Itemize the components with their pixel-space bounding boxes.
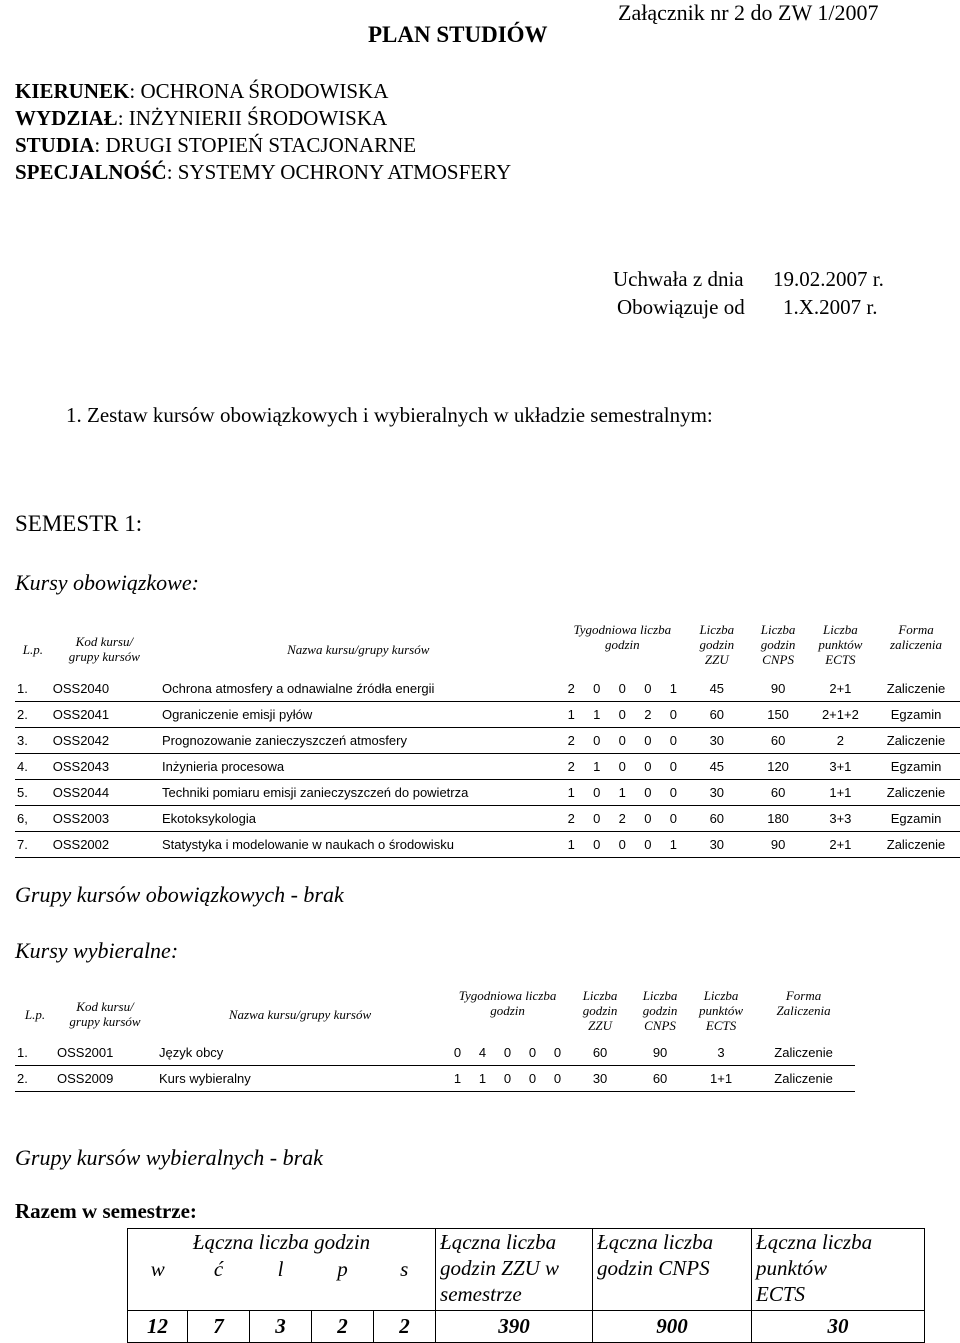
total-w: 12 [128,1311,188,1343]
course-cnps: 60 [747,780,808,806]
hours-p: 0 [635,806,661,832]
hours-w: 1 [558,702,584,728]
hours-l: 0 [610,728,636,754]
hours-c: 0 [584,676,610,702]
mandatory-heading: Kursy obowiązkowe: [15,570,199,595]
hours-p: 0 [635,780,661,806]
table-header-row [15,988,855,1040]
adopted-label: Uchwała z dnia [613,267,744,291]
total-c: 7 [188,1311,250,1343]
col-form: Forma zaliczenia [890,622,943,652]
col-lp: L.p. [24,1006,46,1022]
semester-summary-table [127,1228,925,1343]
col-name: Nazwa kursu/grupy kursów [228,1006,372,1022]
course-code: OSS2040 [51,676,158,702]
course-zzu: 60 [570,1040,630,1066]
hours-w: 1 [558,780,584,806]
hours-p: 0 [635,832,661,858]
table-row [15,1040,855,1066]
course-name: Ograniczenie emisji pyłów [158,702,558,728]
letter-s: s [374,1257,436,1311]
col-cnps: Liczba godzin CNPS [760,622,796,667]
hours-p: 0 [520,1040,545,1066]
course-code: OSS2041 [51,702,158,728]
hours-s: 0 [545,1066,570,1092]
page-title: PLAN STUDIÓW [368,22,548,47]
course-ects: 1+1 [690,1066,752,1092]
hours-p: 0 [520,1066,545,1092]
course-zzu: 45 [686,676,747,702]
wydzial-line: WYDZIAŁ: INŻYNIERII ŚRODOWISKA [15,106,388,130]
hours-p: 0 [635,676,661,702]
hours-p: 2 [635,702,661,728]
effective-date: 1.X.2007 r. [783,295,878,319]
hours-l: 0 [610,754,636,780]
hours-l: 0 [610,702,636,728]
elective-heading: Kursy wybieralne: [15,938,179,963]
course-code: OSS2043 [51,754,158,780]
course-lp: 2. [15,702,51,728]
course-code: OSS2009 [55,1066,155,1092]
ects-total: 30 [752,1311,925,1343]
col-ects: Liczba punktów ECTS [699,988,744,1033]
summary-values-row [128,1311,925,1343]
hours-s: 1 [661,832,687,858]
hours-l: 1 [610,780,636,806]
hours-c: 1 [584,702,610,728]
hours-s: 0 [661,728,687,754]
course-lp: 5. [15,780,51,806]
course-form: Zaliczenie [752,1040,855,1066]
course-code: OSS2003 [51,806,158,832]
col-zzu: Liczba godzin ZZU [582,988,618,1033]
col-lp: L.p. [22,641,43,657]
hours-c: 0 [584,728,610,754]
course-cnps: 90 [747,676,808,702]
course-lp: 7. [15,832,51,858]
course-name: Statystyka i modelowanie w naukach o środowisku [158,832,558,858]
course-form: Zaliczenie [872,728,960,754]
course-name: Kurs wybieralny [155,1066,445,1092]
zzu-total: 390 [436,1311,593,1343]
hours-l: 2 [610,806,636,832]
attachment-note: Załącznik nr 2 do ZW 1/2007 [618,0,879,25]
adopted-date: 19.02.2007 r. [773,267,884,291]
resolution-block [613,265,884,321]
course-code: OSS2042 [51,728,158,754]
course-ects: 2+1 [809,832,872,858]
course-name: Prognozowanie zanieczyszczeń atmosfery [158,728,558,754]
course-cnps: 180 [747,806,808,832]
kierunek-line: KIERUNEK: OCHRONA ŚRODOWISKA [15,79,389,103]
course-ects: 2+1+2 [809,702,872,728]
table-row [15,832,960,858]
col-zzu: Liczba godzin ZZU [699,622,735,667]
table-row [15,728,960,754]
hours-w: 0 [445,1040,470,1066]
hours-w: 2 [558,754,584,780]
course-lp: 6, [15,806,51,832]
course-ects: 3+3 [809,806,872,832]
hours-c: 0 [584,806,610,832]
course-code: OSS2044 [51,780,158,806]
table-header-row [15,622,960,676]
hours-c: 0 [584,832,610,858]
table-row [15,702,960,728]
course-zzu: 30 [570,1066,630,1092]
course-name: Język obcy [155,1040,445,1066]
course-lp: 2. [15,1066,55,1092]
effective-label: Obowiązuje od [617,295,745,319]
hours-w: 2 [558,806,584,832]
course-form: Zaliczenie [752,1066,855,1092]
col-weekly: Tygodniowa liczba godzin [458,988,557,1018]
course-name: Ekotoksykologia [158,806,558,832]
course-lp: 4. [15,754,51,780]
course-form: Zaliczenie [872,832,960,858]
course-form: Egzamin [872,754,960,780]
table-row [15,676,960,702]
course-ects: 3 [690,1040,752,1066]
course-cnps: 90 [630,1040,690,1066]
hours-l: 0 [610,676,636,702]
hours-c: 0 [584,780,610,806]
hours-w: 2 [558,676,584,702]
course-zzu: 60 [686,806,747,832]
hours-s: 0 [661,780,687,806]
course-zzu: 45 [686,754,747,780]
table-row [15,780,960,806]
course-zzu: 30 [686,832,747,858]
total-l: 3 [250,1311,312,1343]
hours-s: 0 [661,702,687,728]
letter-w: w [128,1257,188,1311]
course-cnps: 90 [747,832,808,858]
total-s: 2 [374,1311,436,1343]
course-name: Inżynieria procesowa [158,754,558,780]
hours-w: 1 [558,832,584,858]
hours-c: 1 [470,1066,495,1092]
letter-l: l [250,1257,312,1311]
section-heading: 1. Zestaw kursów obowiązkowych i wybieralnych w układzie semestralnym: [66,403,713,427]
letter-c: ć [188,1257,250,1311]
hours-c: 4 [470,1040,495,1066]
col-cnps: Liczba godzin CNPS [642,988,678,1033]
summary-heading: Razem w semestrze: [15,1199,197,1223]
course-name: Techniki pomiaru emisji zanieczyszczeń do powietrza [158,780,558,806]
table-row [15,806,960,832]
hours-s: 0 [661,806,687,832]
course-ects: 1+1 [809,780,872,806]
course-lp: 1. [15,676,51,702]
hours-p: 0 [635,754,661,780]
hours-p: 0 [635,728,661,754]
cnps-total-label: Łączna liczba godzin CNPS [593,1229,752,1311]
col-name: Nazwa kursu/grupy kursów [287,641,430,657]
mandatory-groups-heading: Grupy kursów obowiązkowych - brak [15,882,344,907]
mandatory-courses-table [15,622,960,858]
col-code: Kod kursu/ grupy kursów [69,999,141,1029]
table-row [15,754,960,780]
course-lp: 1. [15,1040,55,1066]
table-row [15,1066,855,1092]
elective-courses-table [15,988,855,1092]
col-form: Forma Zaliczenia [776,988,831,1018]
course-form: Egzamin [872,702,960,728]
total-hours-label: Łączna liczba godzin [128,1229,436,1257]
course-form: Zaliczenie [872,676,960,702]
hours-l: 0 [495,1066,520,1092]
col-weekly: Tygodniowa liczba godzin [573,622,672,652]
course-cnps: 60 [630,1066,690,1092]
hours-s: 1 [661,676,687,702]
course-form: Egzamin [872,806,960,832]
course-cnps: 150 [747,702,808,728]
ects-total-label: Łączna liczba punktów ECTS [752,1229,925,1311]
cnps-total: 900 [593,1311,752,1343]
hours-s: 0 [661,754,687,780]
course-zzu: 30 [686,728,747,754]
course-zzu: 30 [686,780,747,806]
total-p: 2 [312,1311,374,1343]
course-form: Zaliczenie [872,780,960,806]
course-zzu: 60 [686,702,747,728]
course-lp: 3. [15,728,51,754]
course-ects: 2 [809,728,872,754]
summary-label-row [128,1229,925,1257]
course-code: OSS2002 [51,832,158,858]
letter-p: p [312,1257,374,1311]
col-code: Kod kursu/ grupy kursów [68,634,140,664]
semester-heading: SEMESTR 1: [15,511,143,536]
course-code: OSS2001 [55,1040,155,1066]
hours-w: 2 [558,728,584,754]
program-info [15,78,511,186]
hours-l: 0 [495,1040,520,1066]
col-ects: Liczba punktów ECTS [818,622,863,667]
hours-c: 1 [584,754,610,780]
course-name: Ochrona atmosfery a odnawialne źródła energii [158,676,558,702]
course-ects: 2+1 [809,676,872,702]
zzu-total-label: Łączna liczba godzin ZZU w semestrze [436,1229,593,1311]
studia-line: STUDIA: DRUGI STOPIEŃ STACJONARNE [15,133,417,157]
course-cnps: 120 [747,754,808,780]
elective-groups-heading: Grupy kursów wybieralnych - brak [15,1145,323,1170]
hours-s: 0 [545,1040,570,1066]
hours-l: 0 [610,832,636,858]
specjalnosc-line: SPECJALNOŚĆ: SYSTEMY OCHRONY ATMOSFERY [15,160,512,184]
course-cnps: 60 [747,728,808,754]
hours-w: 1 [445,1066,470,1092]
course-ects: 3+1 [809,754,872,780]
